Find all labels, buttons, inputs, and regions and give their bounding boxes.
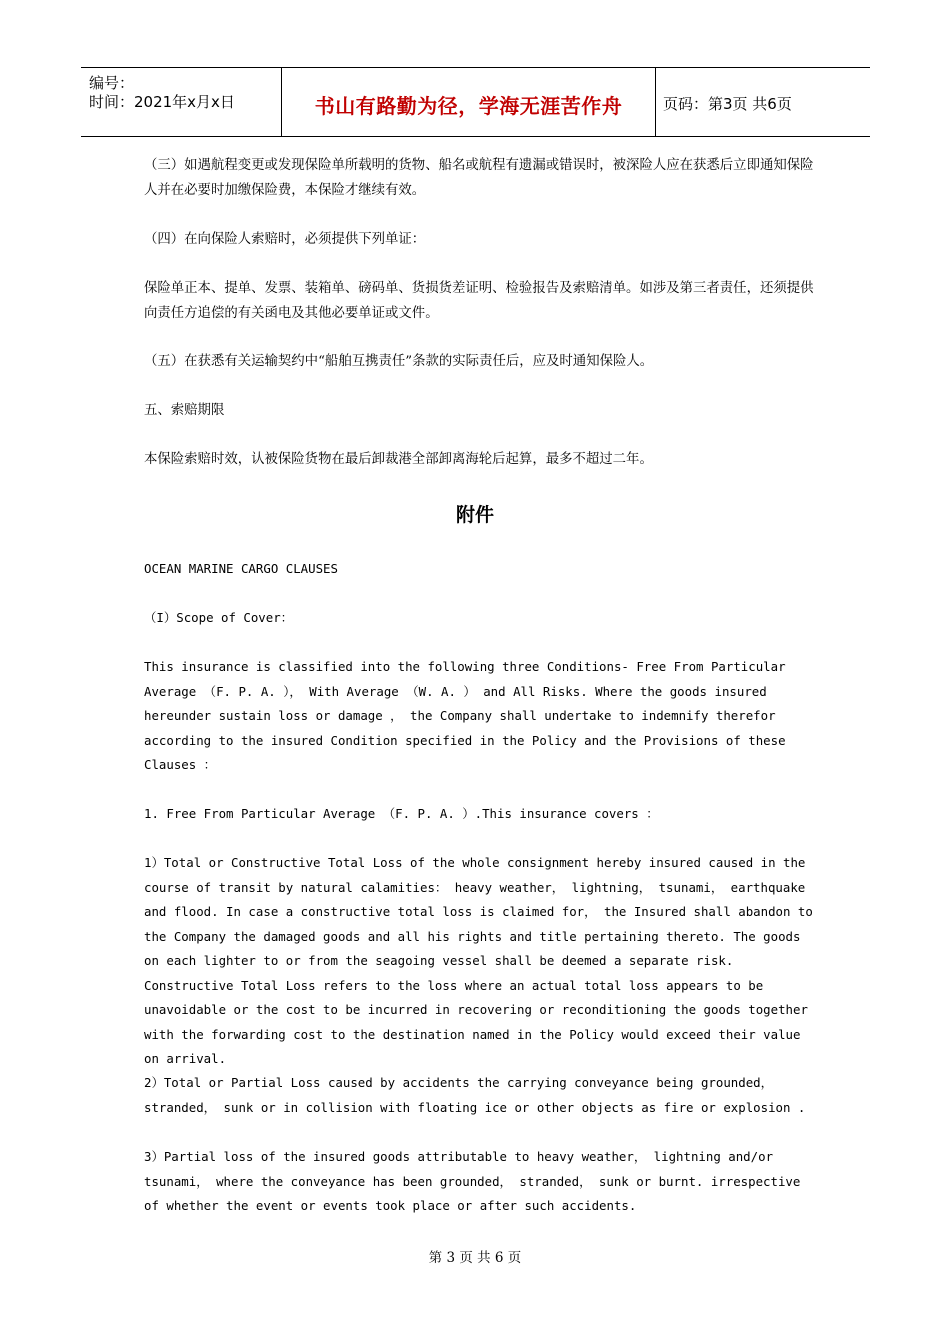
- paragraph-text: 保险单正本、提单、发票、装箱单、磅码单、货损货差证明、检验报告及索赔清单。如涉及第三者责任，还须提供向责任方追偿的有关函电及其他必要单证或文件。: [144, 281, 814, 321]
- cn-section-heading: [144, 399, 814, 424]
- paragraph-text: （三）如遇航程变更或发现保险单所载明的货物、船名或航程有遗漏或错误时，被深险人应在获悉后立即通知保险人并在必要时加缴保险费，本保险才继续有效。: [144, 158, 814, 198]
- cn-paragraph-claim-period: [144, 448, 814, 473]
- page-header: [81, 67, 870, 137]
- en-item-1-2: [144, 1071, 816, 1120]
- cn-paragraph-4: [144, 228, 814, 253]
- scope-heading: （I）Scope of Cover：: [144, 610, 294, 625]
- section-heading: 五、索赔期限: [144, 403, 225, 418]
- document-number-label: 编号：: [89, 74, 135, 92]
- paragraph-text: 1）Total or Constructive Total Loss of the whole consignment hereby insured caused in the course of transit by natural calamities： heavy weather， lightning， tsunami， earthquake and flood. In case a constructive total loss is claimed for， the Insured shall abandon to the Company the damaged goods and all his rights and title pertaining thereto. The goods on each lighter to or from the seagoing vessel shall be deemed a separate risk. Constructive Total Loss refers to the loss where an actual total loss appears to be unavoidable or the cost to be incurred in recovering or reconditioning the goods together with the forwarding cost to the destination named in the Policy would exceed their value on arrival.: [144, 855, 813, 1066]
- en-intro: [144, 655, 816, 778]
- document-date-label: 时间：2021年x月x日: [89, 93, 235, 111]
- cn-paragraph-3: [144, 154, 814, 203]
- paragraph-text: （四）在向保险人索赔时，必须提供下列单证：: [144, 232, 426, 247]
- page-footer: 第 3 页 共 6 页: [428, 1250, 522, 1266]
- paragraph-text: 1. Free From Particular Average （F. P. A. ）.This insurance covers ：: [144, 806, 659, 821]
- appendix-title: 附件: [455, 504, 494, 526]
- paragraph-text: 本保险索赔时效，认被保险货物在最后卸裁港全部卸离海轮后起算，最多不超过二年。: [144, 452, 653, 467]
- paragraph-text: This insurance is classified into the following three Conditions- Free From Particular Average （F. P. A. ）， With Average （W. A. ） and All Risks. Where the goods insured hereunder sustain loss or damage ， the Company shall undertake to indemnify therefor according to the insured Condition specified in the Policy and the Provisions of these Clauses ：: [144, 659, 786, 772]
- paragraph-text: 2）Total or Partial Loss caused by accidents the carrying conveyance being grounded， stranded， sunk or in collision with floating ice or other objects as fire or explosion .: [144, 1075, 806, 1115]
- header-left-cell: [81, 68, 281, 136]
- en-heading: [144, 557, 816, 582]
- paragraph-text: 3）Partial loss of the insured goods attributable to heavy weather， lightning and/or tsunami， where the conveyance has been grounded， stranded， sunk or burnt. irrespective of whether the event or events took place or after such accidents.: [144, 1149, 801, 1213]
- header-motto: 书山有路勤为径，学海无涯苦作舟: [314, 94, 623, 118]
- cn-paragraph-5: [144, 350, 814, 375]
- paragraph-text: （五）在获悉有关运输契约中“船舶互携责任”条款的实际责任后，应及时通知保险人。: [144, 354, 654, 369]
- clauses-heading: OCEAN MARINE CARGO CLAUSES: [144, 561, 338, 576]
- header-middle-cell: [281, 68, 656, 136]
- cn-paragraph-documents: [144, 277, 814, 326]
- en-item-1: [144, 802, 816, 827]
- header-right-cell: [655, 68, 870, 136]
- en-scope: [144, 606, 816, 631]
- en-item-1-1: [144, 851, 816, 1072]
- header-page-number: 页码：第3页 共6页: [663, 95, 792, 113]
- en-item-1-3: [144, 1145, 816, 1219]
